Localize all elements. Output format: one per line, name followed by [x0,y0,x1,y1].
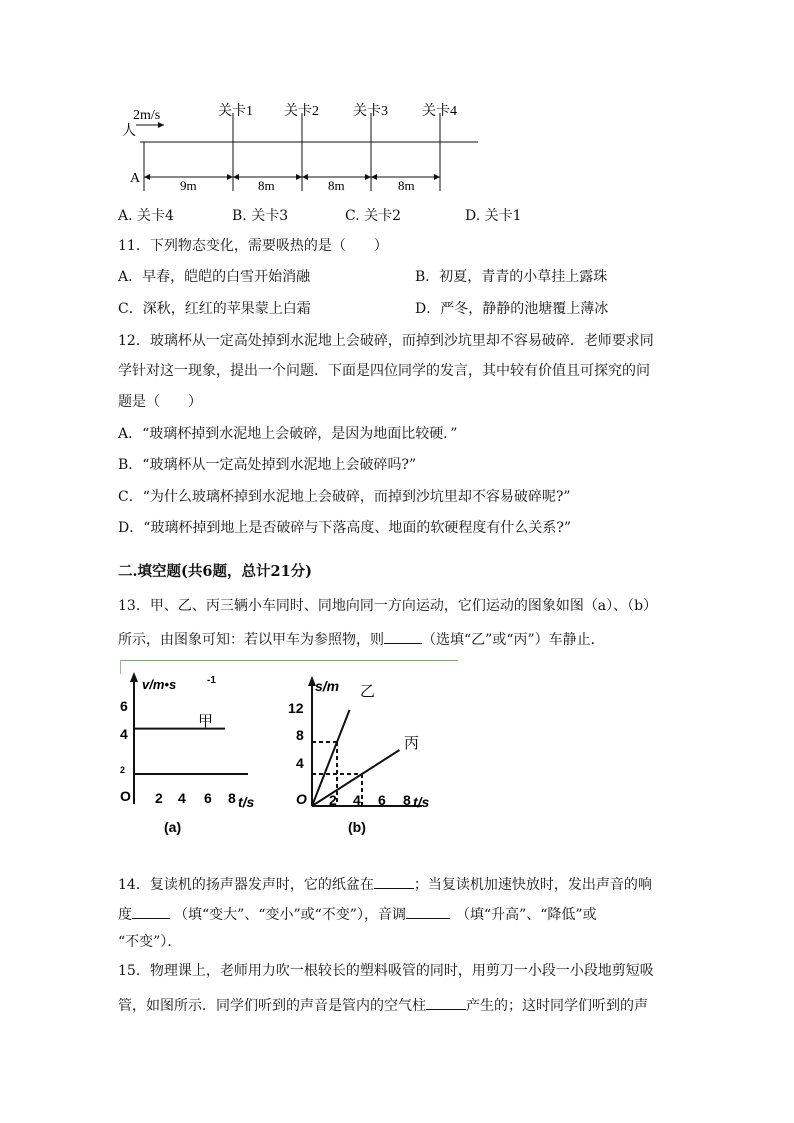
graph-b-xlabel: t/s [413,794,430,810]
graph-a-xtick-4: 4 [178,790,186,806]
q11-option-b: B．初夏，青青的小草挂上露珠 [415,269,608,285]
checkpoint-1-label: 关卡1 [218,104,253,119]
q14-line2-post: （填“升高”、“降低”或 [455,907,597,923]
q15-line1: 15．物理课上，老师用力吹一根较长的塑料吸管的同时，用剪刀一小段一小段地剪短吸 [118,963,654,979]
figure-rule [120,660,458,661]
distance-label-4: 8m [398,178,415,193]
graph-b-xtick-4: 4 [353,792,361,808]
checkpoint-2-label: 关卡2 [284,104,319,119]
graph-b-caption: (b) [348,819,366,835]
q12-stem-line1: 12．玻璃杯从一定高处掉到水泥地上会破碎，而掉到沙坑里却不容易破碎．老师要求同 [118,333,654,349]
graph-b [284,666,444,838]
q13-answer-blank[interactable] [384,630,422,644]
q13-line1: 13．甲、乙、丙三辆小车同时、同地向同一方向运动，它们运动的图象如图（a）、（b） [118,598,658,614]
q14-line1 [118,875,652,892]
q12-option-c: C．“为什么玻璃杯掉到水泥地上会破碎，而掉到沙坑里却不容易破碎呢?” [118,489,571,505]
q14-blank-3[interactable] [406,905,450,919]
graph-b-ylabel: s/m [315,678,340,694]
graph-a-xtick-8: 8 [228,790,236,806]
q15-line2-pre: 管，如图所示．同学们听到的声音是管内的空气柱 [118,998,426,1014]
person-label: 人 [122,124,136,139]
graph-a-ylabel: v/m•s [142,677,177,692]
graph-a-ytick-4: 4 [120,726,128,742]
q11-option-c: C．深秋，红红的苹果蒙上白霜 [118,301,311,317]
graph-b-xtick-2: 2 [329,792,337,808]
q12-option-d: D．“玻璃杯掉到地上是否破碎与下落高度、地面的软硬程度有什么关系?” [118,520,572,536]
graph-b-ytick-4: 4 [296,755,304,771]
q12-stem-line3: 题是（ ） [118,394,202,410]
q14-line2-pre: 度 [118,907,132,923]
q10-option-b: B. 关卡3 [232,208,289,224]
graph-a-xlabel: t/s [238,794,255,810]
checkpoint-4-label: 关卡4 [422,104,457,119]
distance-label-1: 9m [180,178,197,193]
graph-b-ytick-8: 8 [296,727,304,743]
section-2-title: 二.填空题(共6题，总计21分) [118,563,313,580]
q12-stem-line2: 学针对这一现象，提出一个问题．下面是四位同学的发言，其中较有价值且可探究的问 [118,363,650,379]
graph-a-caption: (a) [164,819,182,835]
checkpoint-diagram [118,95,488,195]
checkpoint-3-label: 关卡3 [353,104,388,119]
graph-a-xtick-6: 6 [204,790,212,806]
q11-stem: 11．下列物态变化，需要吸热的是（ ） [118,238,388,254]
graph-a-ytick-2: 2 [120,765,126,775]
graph-a-ytick-6: 6 [120,698,128,714]
q13-line2-post: （选填“乙”或“丙”）车静止． [422,632,605,648]
graph-b-origin: O [296,791,307,807]
speed-label: 2m/s [133,108,161,123]
q14-line3: “不变”）． [118,934,182,950]
graph-a-yexp: -1 [207,675,216,686]
graph-b-ytick-12: 12 [288,700,304,716]
q15-blank-1[interactable] [426,996,466,1010]
graph-b-xtick-6: 6 [378,792,386,808]
q15-line2 [118,996,648,1013]
graph-b-series-label-bing: 丙 [404,735,420,752]
distance-label-3: 8m [328,178,345,193]
graph-a [114,666,274,838]
q12-option-b: B．“玻璃杯从一定高处掉到水泥地上会破碎吗?” [118,457,417,473]
q11-option-d: D．严冬，静静的池塘覆上薄冰 [415,301,609,317]
graph-b-series-label-yi: 乙 [360,683,376,700]
q10-option-c: C. 关卡2 [345,208,402,224]
distance-label-2: 8m [258,178,275,193]
q12-option-a: A．“玻璃杯掉到水泥地上会破碎，是因为地面比较硬．” [118,426,458,442]
q14-line1-post: ；当复读机加速快放时，发出声音的响 [413,877,652,893]
graph-a-origin: O [120,788,131,804]
q15-line2-post: 产生的；这时同学们听到的声 [466,998,648,1014]
q14-blank-2[interactable] [132,905,170,919]
q14-blank-1[interactable] [374,875,414,889]
q10-option-a: A. 关卡4 [118,208,174,224]
q14-line2 [118,905,597,922]
q11-option-a: A．早春，皑皑的白雪开始消融 [118,269,311,285]
q10-option-d: D. 关卡1 [465,208,522,224]
q14-line1-pre: 14．复读机的扬声器发声时，它的纸盆在 [118,877,374,893]
q14-line2-mid: （填“变大”、“变小”或“不变”），音调 [174,907,406,923]
graph-a-series-label: 甲 [198,713,214,730]
q13-line2 [118,630,605,647]
q13-line2-pre: 所示，由图象可知：若以甲车为参照物，则 [118,632,384,648]
graph-a-xtick-2: 2 [155,790,163,806]
point-a-label: A [130,171,141,186]
graph-b-xtick-8: 8 [403,792,411,808]
